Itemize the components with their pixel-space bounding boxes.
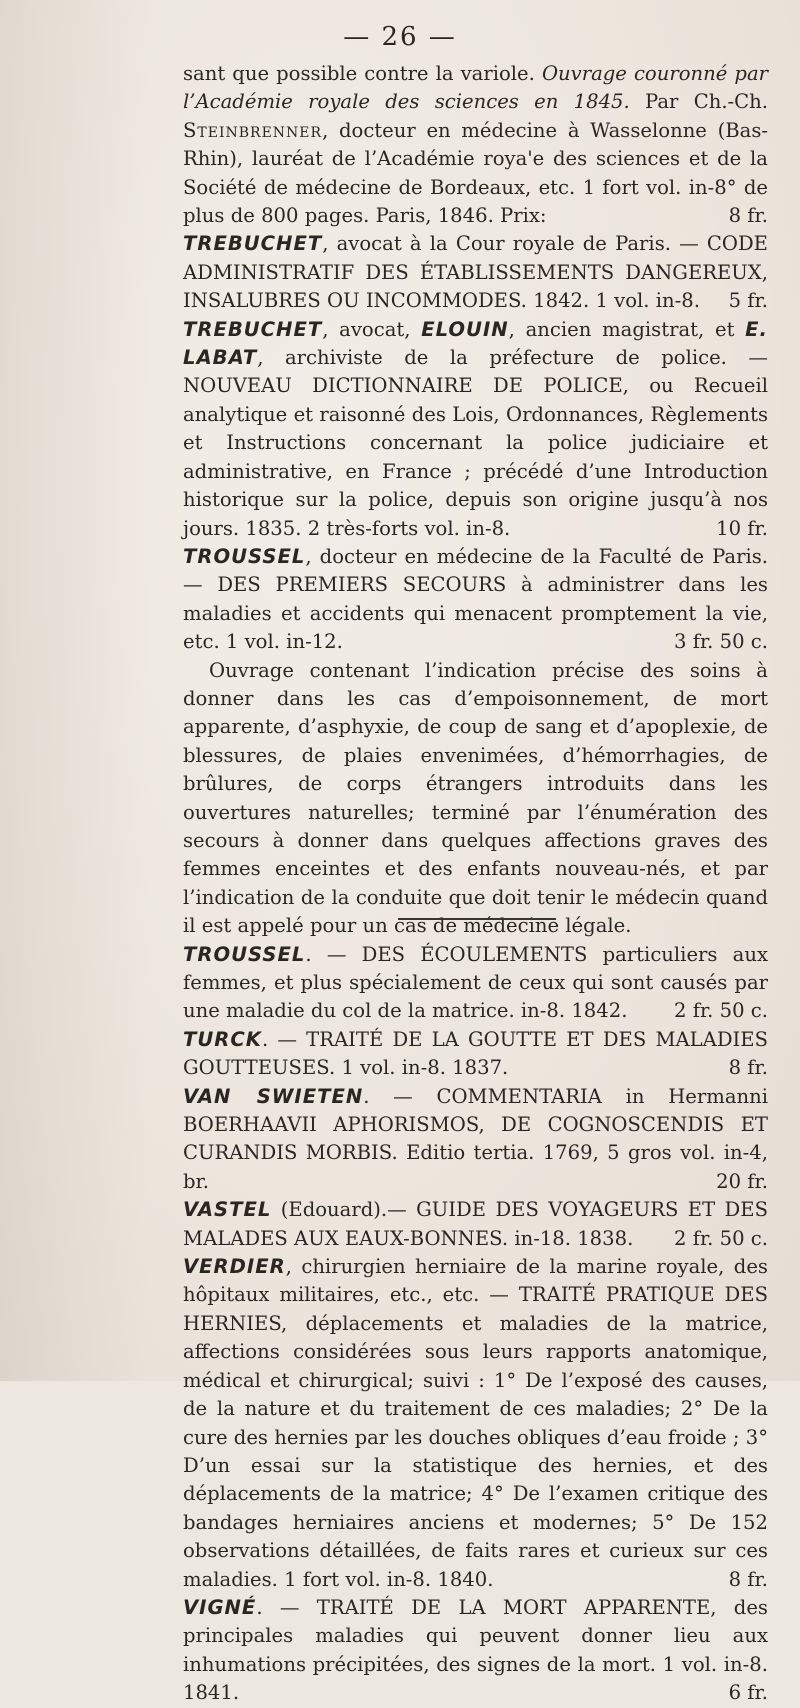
catalog-entry-turck — [183, 1026, 768, 1083]
entry-text: , avocat à la Cour royale de Paris. — CODE ADMINISTRATIF DES ÉTABLISSEMENTS DANGEREUX, INSALUBRES OU INCOMMODES. 1842. 1 vol. in-8. — [183, 232, 768, 313]
author-name-3: E. LABAT — [183, 317, 768, 370]
price: 2 fr. 50 c. — [674, 999, 768, 1023]
price: 5 fr. — [728, 289, 768, 313]
catalog-entry-vastel — [183, 1196, 768, 1253]
price: 8 fr. — [728, 1056, 768, 1080]
continued-text-2: Par Ch.-Ch. — [629, 90, 769, 114]
catalog-content — [183, 60, 768, 1708]
continued-text-3: , docteur en médecine à Wasselonne (Bas-Rhin), lauréat de l’Académie roya'e des sciences et de la Société de médecine de Bordeaux, etc. 1 fort vol. in-8° de plus de 800 pages. Paris, 1846. Prix: — [183, 118, 768, 228]
entry-text: , docteur en médecine de la Faculté de Paris. — DES PREMIERS SECOURS à administrer dans les maladies et accidents qui menacent promptement la vie, etc. 1 vol. in-12. — [183, 544, 768, 654]
author-name: TREBUCHET — [183, 317, 323, 341]
catalog-entry-trebuchet-1 — [183, 230, 768, 315]
price: 6 fr. — [728, 1681, 768, 1705]
author-name-2: ELOUIN — [421, 317, 509, 341]
entry-text: , chirurgien herniaire de la marine royale, des hôpitaux militaires, etc., etc. — TRAITÉ PRATIQUE DES HERNIES, déplacements et maladies de la matrice, affections considérées sous leurs rapports anatomique, médical et chirurgical; suivi : 1° De l’exposé des causes, de la nature et du traitement de ces maladies; 2° De la cure des hernies par les douches obliques d’eau froide ; 3° D’un essai sur la statistique des hernies, et des déplacements de la matrice; 4° De l’examen critique des bandages herniaires anciens et modernes; 5° De 152 observations détaillées, de faits rares et curieux sur ces maladies. 1 fort vol. in-8. 1840. — [183, 1255, 768, 1591]
author-name: TROUSSEL — [183, 544, 306, 568]
price: 3 fr. 50 c. — [674, 630, 768, 654]
entry-text: . — TRAITÉ DE LA GOUTTE ET DES MALADIES GOUTTEUSES. 1 vol. in-8. 1837. — [183, 1027, 768, 1080]
price: 20 fr. — [716, 1169, 768, 1193]
catalog-entry-verdier — [183, 1253, 768, 1594]
price: 8 fr. — [728, 1567, 768, 1591]
catalog-entry-vigne — [183, 1594, 768, 1708]
continued-entry — [183, 60, 768, 230]
author-name: VERDIER — [183, 1255, 286, 1279]
author-name: TURCK — [183, 1027, 262, 1051]
entry-text: . — TRAITÉ DE LA MORT APPARENTE, des principales maladies qui peuvent donner lieu aux inhumations précipitées, des signes de la mort. 1 vol. in-8. 1841. — [183, 1595, 768, 1705]
entry-text-3: , archiviste de la préfecture de police. — NOUVEAU DICTIONNAIRE DE POLICE, ou Recueil analytique et raisonné des Lois, Ordonnances, Règlements et Instructions concernant la police judiciaire et administrative, en France ; précédé d’une Introduction historique sur la police, depuis son origine jusqu’à nos jours. 1835. 2 très-forts vol. in-8. — [183, 346, 768, 540]
author-name: VASTEL — [183, 1198, 272, 1222]
page-shadow — [0, 0, 150, 1381]
price: 8 fr. — [728, 204, 768, 228]
catalog-entry-van-swieten — [183, 1083, 768, 1197]
author-name: Steinbrenner — [183, 118, 323, 142]
page-number: — 26 — — [343, 22, 457, 52]
entry-text: , avocat, — [322, 317, 422, 341]
catalog-entry-troussel-1 — [183, 543, 768, 657]
entry-text: (Edouard).— GUIDE DES VOYAGEURS ET DES MALADES AUX EAUX-BONNES. in-18. 1838. — [183, 1198, 768, 1250]
entry-text-2: , ancien magistrat, et — [508, 317, 746, 341]
price: 2 fr. 50 c. — [674, 1226, 768, 1250]
author-name: TROUSSEL — [183, 942, 306, 966]
closing-rule — [398, 918, 556, 920]
entry-note: Ouvrage contenant l’indication précise des soins à donner dans les cas d’empoisonnement, de mort apparente, d’asphyxie, de coup de sang et d’apoplexie, de blessures, de plaies envenimées, d’hémorrhagies, de brûlures, de corps étrangers introduits dans les ouvertures naturelles; terminé par l’énumération des secours à donner dans quelques affections graves des femmes enceintes et des enfants nouveau-nés, et par l’indication de la conduite que doit tenir le médecin quand il est appelé pour un cas de médecine légale. — [183, 658, 768, 938]
entry-text: . — COMMENTARIA in Hermanni BOERHAAVII APHORISMOS, DE COGNOSCENDIS ET CURANDIS MORBIS. Editio tertia. 1769, 5 gros vol. in-4, br. — [183, 1084, 769, 1193]
entry-text: . — DES ÉCOULEMENTS particuliers aux femmes, et plus spécialement de ceux qui sont causés par une maladie du col de la matrice. in-8. 1842. — [183, 942, 768, 1023]
author-name: TREBUCHET — [183, 232, 323, 256]
catalog-entry-trebuchet-2 — [183, 316, 768, 543]
continued-text: sant que possible contre la variole. — [183, 62, 542, 85]
award-note: Ouvrage couronné par l’Académie royale des sciences en 1845. — [183, 62, 769, 114]
price: 10 fr. — [716, 516, 768, 540]
author-name: VIGNÉ — [183, 1595, 257, 1619]
catalog-entry-troussel-2 — [183, 941, 768, 1026]
author-name: VAN SWIETEN — [183, 1084, 364, 1108]
